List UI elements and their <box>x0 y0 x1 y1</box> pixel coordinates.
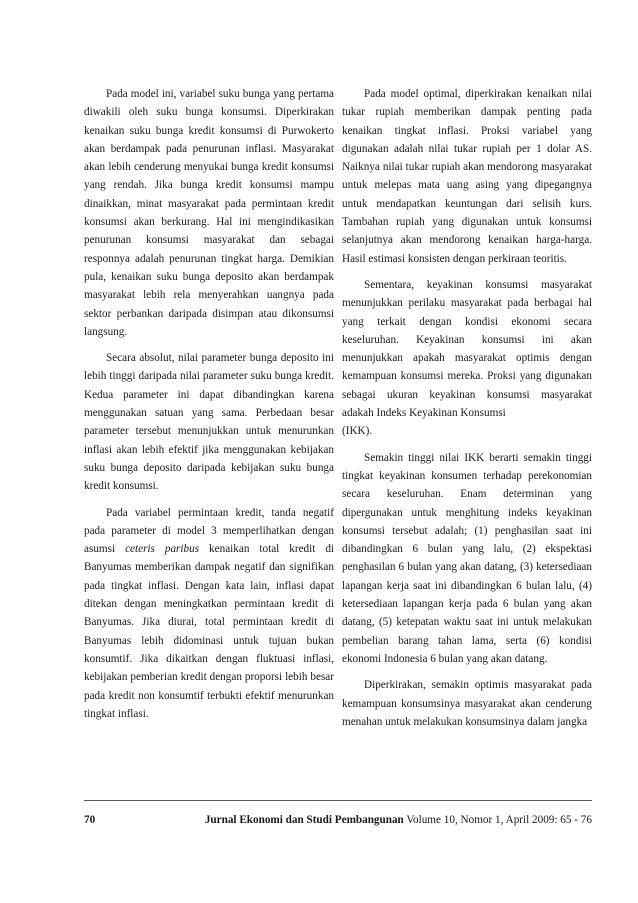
page-number: 70 <box>84 814 96 826</box>
page-footer <box>84 812 592 828</box>
footer-rule <box>84 800 592 801</box>
right-column <box>342 85 592 739</box>
paragraph-absolut-parameter: Secara absolut, nilai parameter bunga deposito ini lebih tinggi daripada nilai parameter suku bunga kredit. Kedua parameter ini dapat dibandingkan karena menggunakan satuan yang sama. Perbedaan besar parameter tersebut menunjukkan untuk menurunkan inflasi akan lebih efektif jika menggunakan kebijakan suku bunga deposito daripada kebijakan suku bunga kredit konsumsi. <box>84 352 334 493</box>
ceteris-paribus-term: ceteris paribus <box>125 543 200 556</box>
paragraph-text-before: Pada variabel permintaan kredit, tanda negatif pada parameter di model 3 memperlihatkan dengan asumsi <box>84 506 334 556</box>
paragraph-diperkirakan: Diperkirakan, semakin optimis masyarakat pada kemampuan konsumsinya masyarakat akan cenderung menahan untuk melakukan konsumsinya dalam jangka <box>342 679 592 728</box>
paragraph-keyakinan-konsumsi: Sementara, keyakinan konsumsi masyarakat menunjukkan perilaku masyarakat pada berbagai hal yang terkait dengan kondisi ekonomi secara keseluruhan. Keyakinan konsumsi ini akan menunjukkan apakah masyarakat optimis dengan kemampuan konsumsi mereka. Proksi yang digunakan sebagai ukuran keyakinan konsumsi masyarakat adakah Indeks Keyakinan Konsumsi <box>342 278 592 420</box>
journal-name: Jurnal Ekonomi dan Studi Pembangunan <box>204 814 404 826</box>
paragraph-model-optimal: Pada model optimal, diperkirakan kenaikan nilai tukar rupiah memberikan dampak penting pada kenaikan tingkat inflasi. Proksi variabel yang digunakan adalah nilai tukar rupiah per 1 dolar AS. Naiknya nilai tukar rupiah akan mendorong masyarakat untuk melepas mata uang asing yang dipegangnya untuk mendapatkan keuntungan dari selisih kurs. Tambahan rupiah yang digunakan untuk konsumsi selanjutnya akan mendorong kenaikan harga-harga. Hasil estimasi konsisten dengan perkiraan teoritis. <box>342 88 592 265</box>
paragraph-model-suku-bunga: Pada model ini, variabel suku bunga yang pertama diwakili oleh suku bunga konsumsi. Diperkirakan kenaikan suku bunga kredit konsumsi di Purwokerto akan berdampak pada penurunan inflasi. Masyarakat akan lebih cenderung menyukai bunga kredit konsumsi yang rendah. Jika bunga kredit konsumsi mampu dinaikkan, minat masyarakat pada permintaan kredit konsumsi akan berkurang. Hal ini mengindikasikan penurunan konsumsi masyarakat dan sebagai responnya adalah penurunan tingkat harga. Demikian pula, kenaikan suku bunga deposito akan berdampak masyarakat lebih rela menyerahkan uangnya pada sektor perbankan daripada disimpan atau dikonsumsi langsung. <box>84 88 334 338</box>
paragraph-permintaan-kredit <box>84 504 334 724</box>
paragraph-text-after: kenaikan total kredit di Banyumas memberikan dampak negatif dan signifikan pada tingkat inflasi. Dengan kata lain, inflasi dapat ditekan dengan meningkatkan permintaan kredit di Banyumas. Jika diurai, total permintaan kredit di Banyumas lebih didominasi untuk tujuan bukan konsumtif. Jika dikaitkan dengan fluktuasi inflasi, kebijakan pemberian kredit dengan proporsi lebih besar pada kredit non konsumtif terbukti efektif menurunkan tingkat inflasi. <box>84 543 335 720</box>
left-column <box>84 85 334 731</box>
paragraph-ikk-abbrev: (IKK). <box>342 425 373 438</box>
journal-issue: Volume 10, Nomor 1, April 2009: 65 - 76 <box>403 814 592 826</box>
journal-citation <box>205 812 592 828</box>
paragraph-nilai-ikk: Semakin tinggi nilai IKK berarti semakin tinggi tingkat keyakinan konsumen terhadap perekonomian secara keseluruhan. Enam determinan yang dipergunakan untuk menghitung indeks keyakinan konsumsi tersebut adalah; (1) penghasilan saat ini dibandingkan 6 bulan yang lalu, (2) ekspektasi penghasilan 6 bulan yang akan datang, (3) ketersediaan lapangan kerja saat ini dibandingkan 6 bulan lalu, (4) ketersediaan lapangan kerja pada 6 bulan yang akan datang, (5) ketepatan waktu saat ini untuk melakukan pembelian barang tahan lama, serta (6) kondisi ekonomi Indonesia 6 bulan yang akan datang. <box>342 451 592 665</box>
